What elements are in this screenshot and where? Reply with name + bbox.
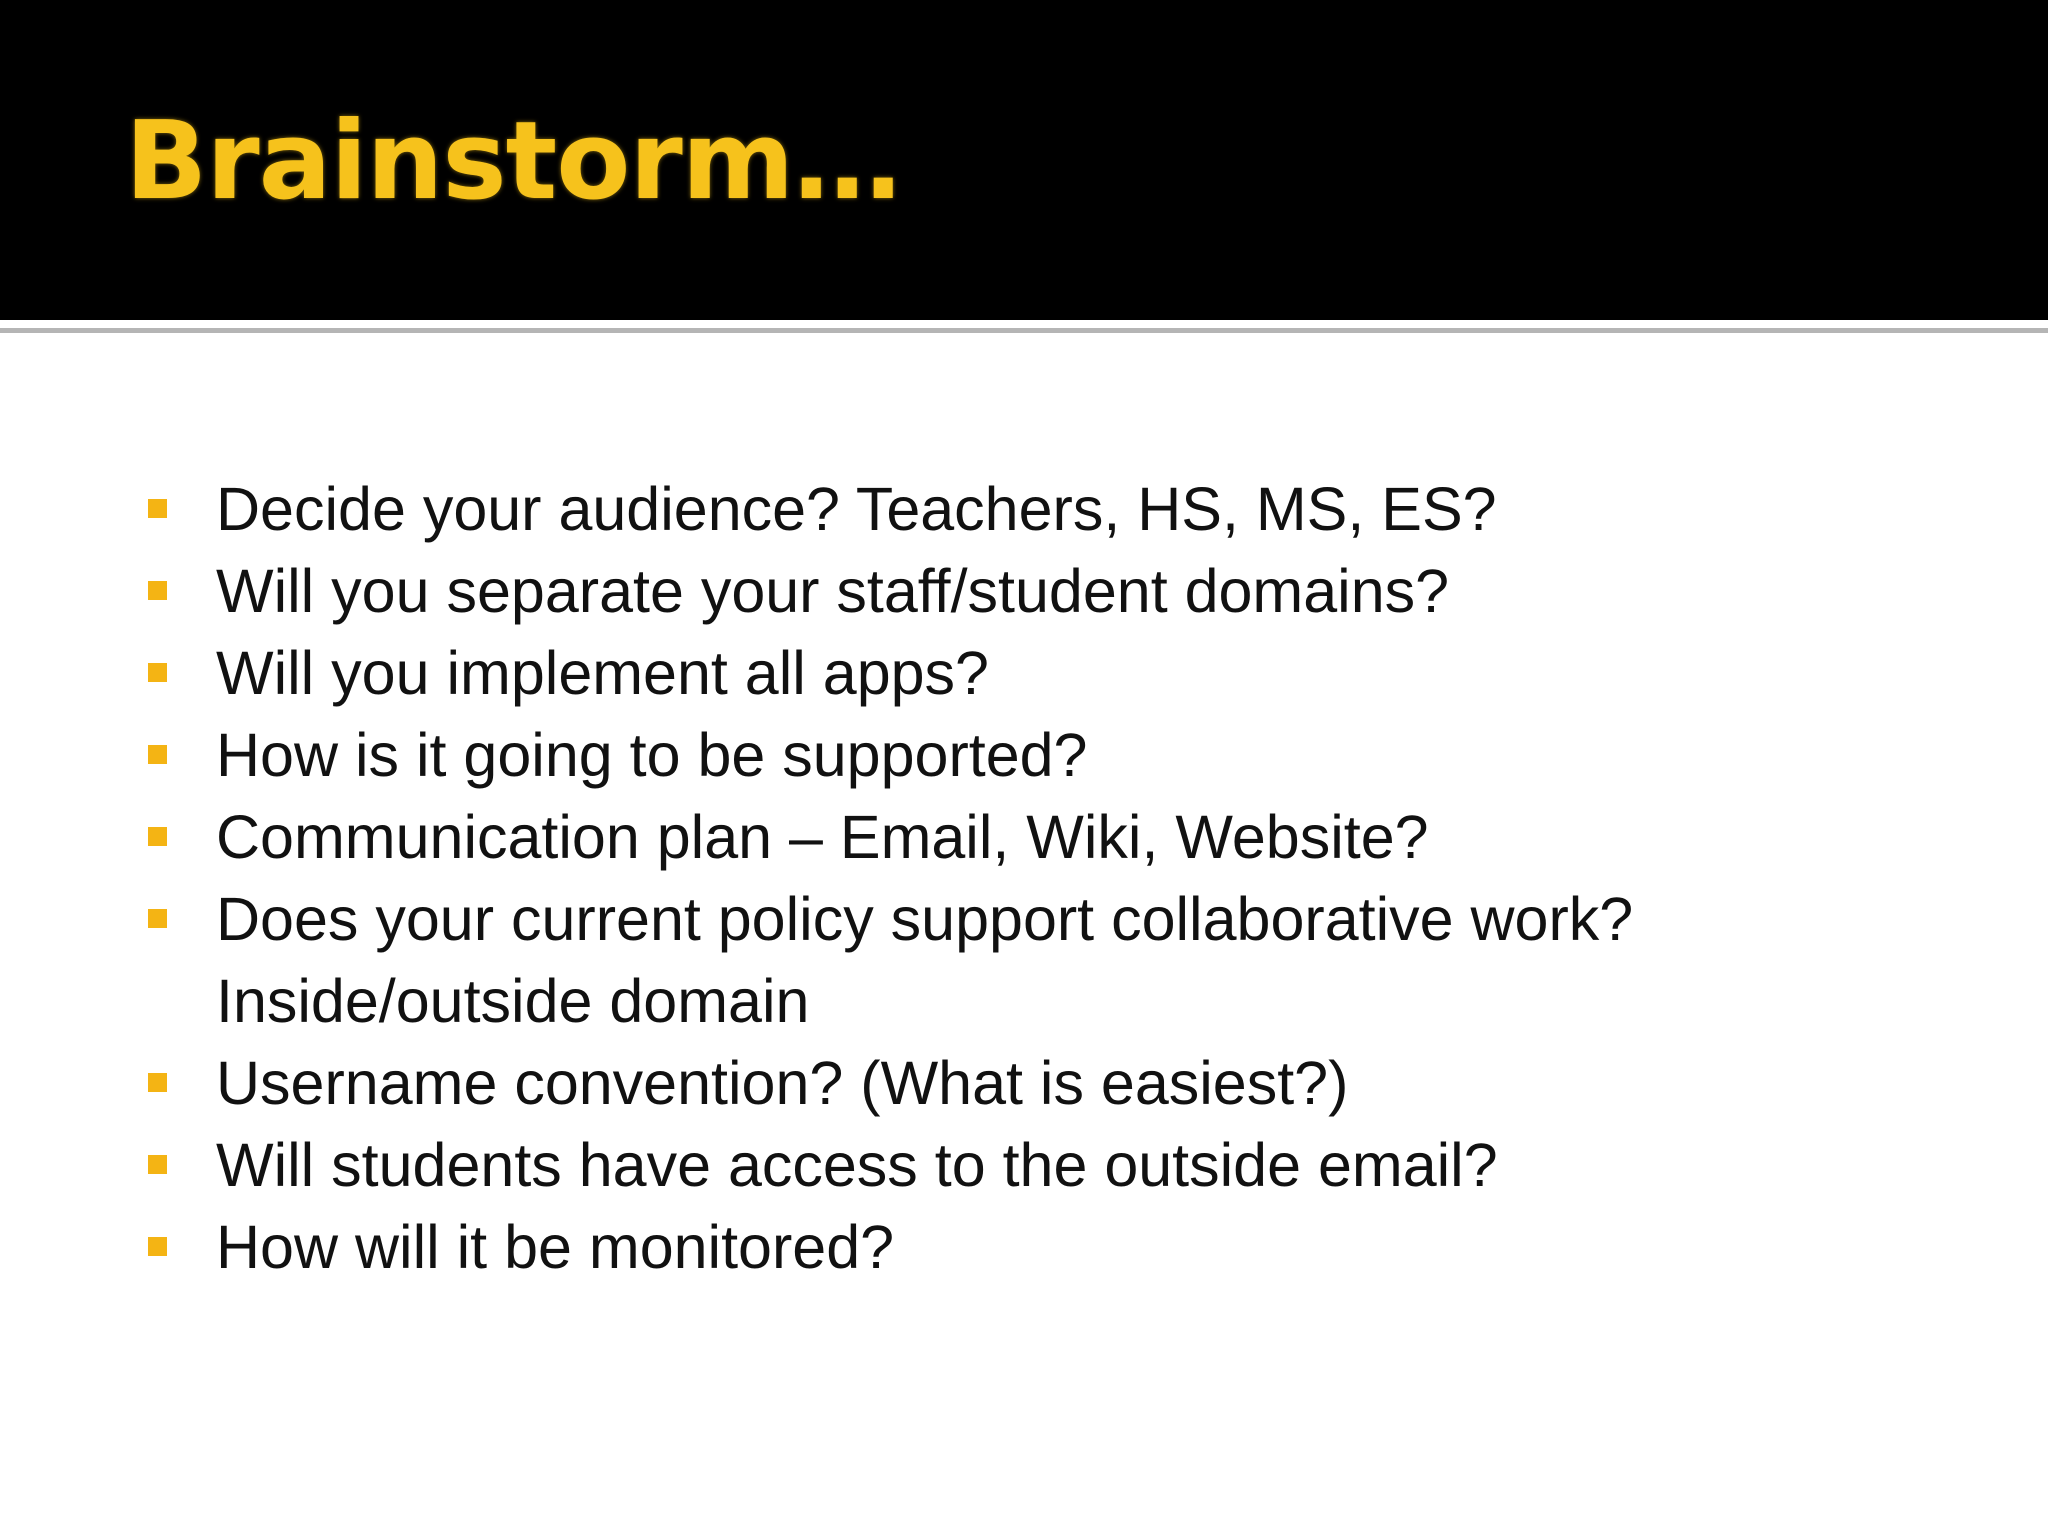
bullet-item-email-access: [140, 1124, 1940, 1206]
square-bullet-icon: [148, 909, 167, 928]
square-bullet-icon: [148, 1237, 167, 1256]
bullet-item-policy: [140, 878, 1940, 1042]
bullet-item-apps: [140, 632, 1940, 714]
square-bullet-icon: [148, 499, 167, 518]
bullet-text: Communication plan – Email, Wiki, Website?: [216, 803, 1429, 871]
square-bullet-icon: [148, 1155, 167, 1174]
bullet-item-username: [140, 1042, 1940, 1124]
bullet-text: How is it going to be supported?: [216, 721, 1088, 789]
square-bullet-icon: [148, 745, 167, 764]
square-bullet-icon: [148, 1073, 167, 1092]
bullet-item-communication: [140, 796, 1940, 878]
title-divider-gap: [0, 320, 2048, 328]
bullet-text: Does your current policy support collaborative work?: [216, 885, 1634, 953]
bullet-text: Will you implement all apps?: [216, 639, 989, 707]
square-bullet-icon: [148, 581, 167, 600]
bullet-text: Decide your audience? Teachers, HS, MS, ES?: [216, 475, 1497, 543]
title-bar: [0, 0, 2048, 320]
bullet-list: [140, 468, 1940, 1288]
bullet-item-domains: [140, 550, 1940, 632]
square-bullet-icon: [148, 663, 167, 682]
bullet-item-audience: [140, 468, 1940, 550]
bullet-item-support: [140, 714, 1940, 796]
bullet-text: How will it be monitored?: [216, 1213, 895, 1281]
bullet-item-monitoring: [140, 1206, 1940, 1288]
bullet-text: Will students have access to the outside email?: [216, 1131, 1498, 1199]
slide-title: Brainstorm…: [125, 99, 901, 224]
square-bullet-icon: [148, 827, 167, 846]
bullet-continuation-text: Inside/outside domain: [216, 967, 810, 1035]
bullet-text: Will you separate your staff/student domains?: [216, 557, 1450, 625]
bullet-text: Username convention? (What is easiest?): [216, 1049, 1349, 1117]
